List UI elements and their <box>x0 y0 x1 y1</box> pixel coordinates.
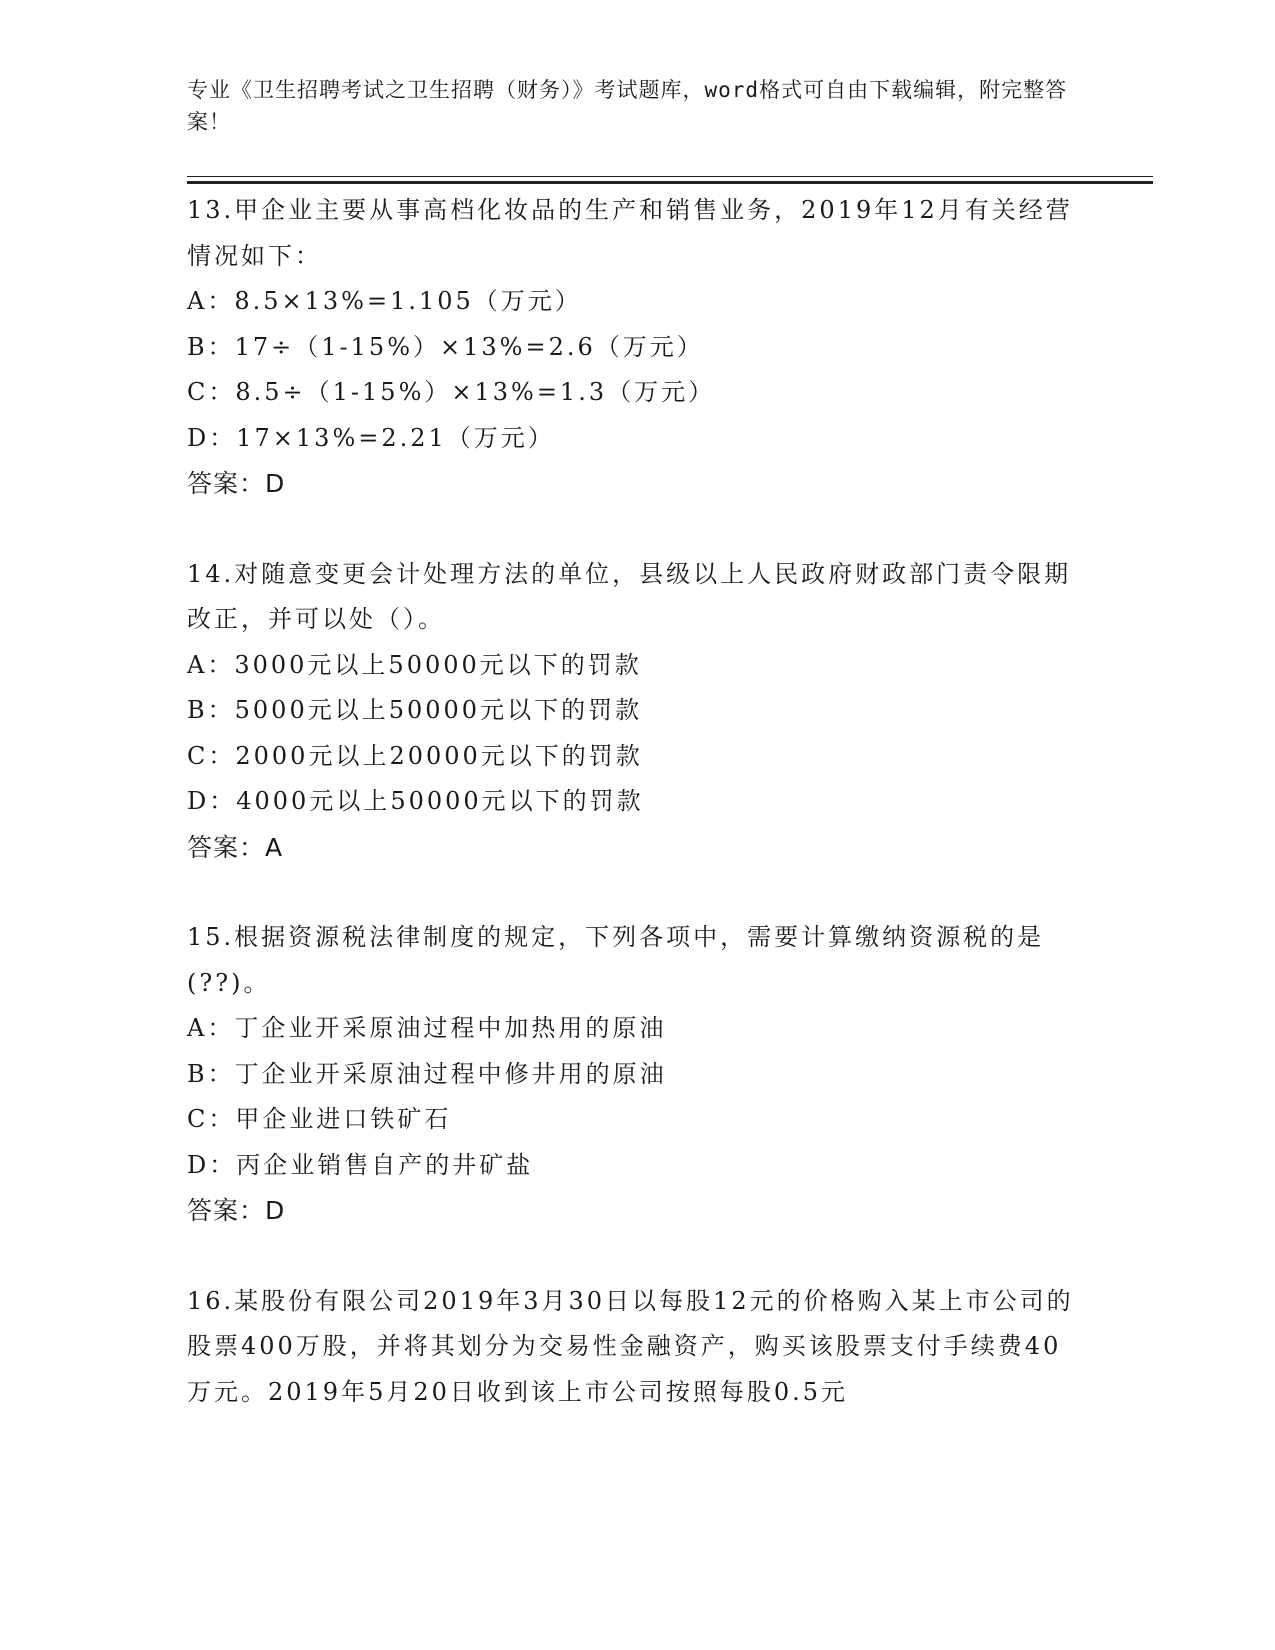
option-letter: B ： <box>187 333 235 361</box>
option-letter: D ： <box>187 1151 236 1179</box>
option-letter: A ： <box>187 287 234 315</box>
question-stem: 15.根据资源税法律制度的规定，下列各项中，需要计算缴纳资源税的是(??)。 <box>187 923 1045 997</box>
option-letter: D ： <box>187 424 236 452</box>
option-letter: C ： <box>187 742 235 770</box>
question-spacer <box>187 1234 1087 1279</box>
answer-line: 答案：D <box>187 1196 286 1225</box>
option-c <box>187 734 1087 780</box>
option-letter: A ： <box>187 651 234 679</box>
document-header <box>187 74 1087 138</box>
option-text: 17÷（1-15%）×13%=2.6（万元） <box>234 332 704 361</box>
option-c <box>187 370 1087 416</box>
option-text: 8.5×13%=1.105（万元） <box>234 287 582 315</box>
option-b <box>187 325 1087 371</box>
answer-line: 答案：D <box>187 469 286 498</box>
option-letter: C ： <box>187 1105 235 1133</box>
option-c <box>187 1097 1087 1143</box>
option-text: 3000元以上50000元以下的罚款 <box>234 650 642 679</box>
question-15 <box>187 915 1087 1234</box>
question-stem: 13.甲企业主要从事高档化妆品的生产和销售业务，2019年12月有关经营情况如下： <box>187 196 1073 270</box>
option-d <box>187 1143 1087 1189</box>
option-letter: C ： <box>187 378 235 406</box>
option-text: 甲企业进口铁矿石 <box>235 1105 452 1133</box>
option-letter: D ： <box>187 787 236 815</box>
option-b <box>187 688 1087 734</box>
option-text: 5000元以上50000元以下的罚款 <box>234 696 643 724</box>
option-letter: B ： <box>187 1060 235 1088</box>
option-text: 丁企业开采原油过程中加热用的原油 <box>234 1014 667 1042</box>
option-a <box>187 643 1087 689</box>
question-13 <box>187 188 1087 507</box>
option-letter: A ： <box>187 1014 234 1042</box>
option-b <box>187 1052 1087 1098</box>
question-list <box>187 188 1087 1415</box>
answer-line: 答案：A <box>187 832 284 862</box>
option-d <box>187 779 1087 825</box>
option-text: 2000元以上20000元以下的罚款 <box>235 741 643 770</box>
option-text: 丁企业开采原油过程中修井用的原油 <box>234 1059 667 1088</box>
question-spacer <box>187 507 1087 552</box>
question-stem: 14.对随意变更会计处理方法的单位，县级以上人民政府财政部门责令限期改正，并可以处（）。 <box>187 559 1072 633</box>
header-rule-thick <box>187 181 1153 184</box>
question-14 <box>187 552 1087 871</box>
option-a <box>187 1006 1087 1052</box>
option-text: 17×13%=2.21（万元） <box>236 423 555 452</box>
option-text: 8.5÷（1-15%）×13%=1.3（万元） <box>235 378 716 406</box>
option-letter: B ： <box>187 696 235 724</box>
question-16 <box>187 1279 1087 1416</box>
option-d <box>187 416 1087 462</box>
option-text: 丙企业销售自产的井矿盐 <box>236 1150 534 1179</box>
option-text: 4000元以上50000元以下的罚款 <box>236 787 644 815</box>
header-text: 专业《卫生招聘考试之卫生招聘（财务）》考试题库，word格式可自由下载编辑，附完整答案！ <box>187 78 1068 134</box>
header-rule-thin <box>187 176 1153 177</box>
question-spacer <box>187 870 1087 915</box>
question-stem: 16.某股份有限公司2019年3月30日以每股12元的价格购入某上市公司的股票400万股，并将其划分为交易性金融资产，购买该股票支付手续费40万元。2019年5月20日收到该上市公司按照每股0.5元 <box>187 1286 1074 1406</box>
option-a <box>187 279 1087 325</box>
